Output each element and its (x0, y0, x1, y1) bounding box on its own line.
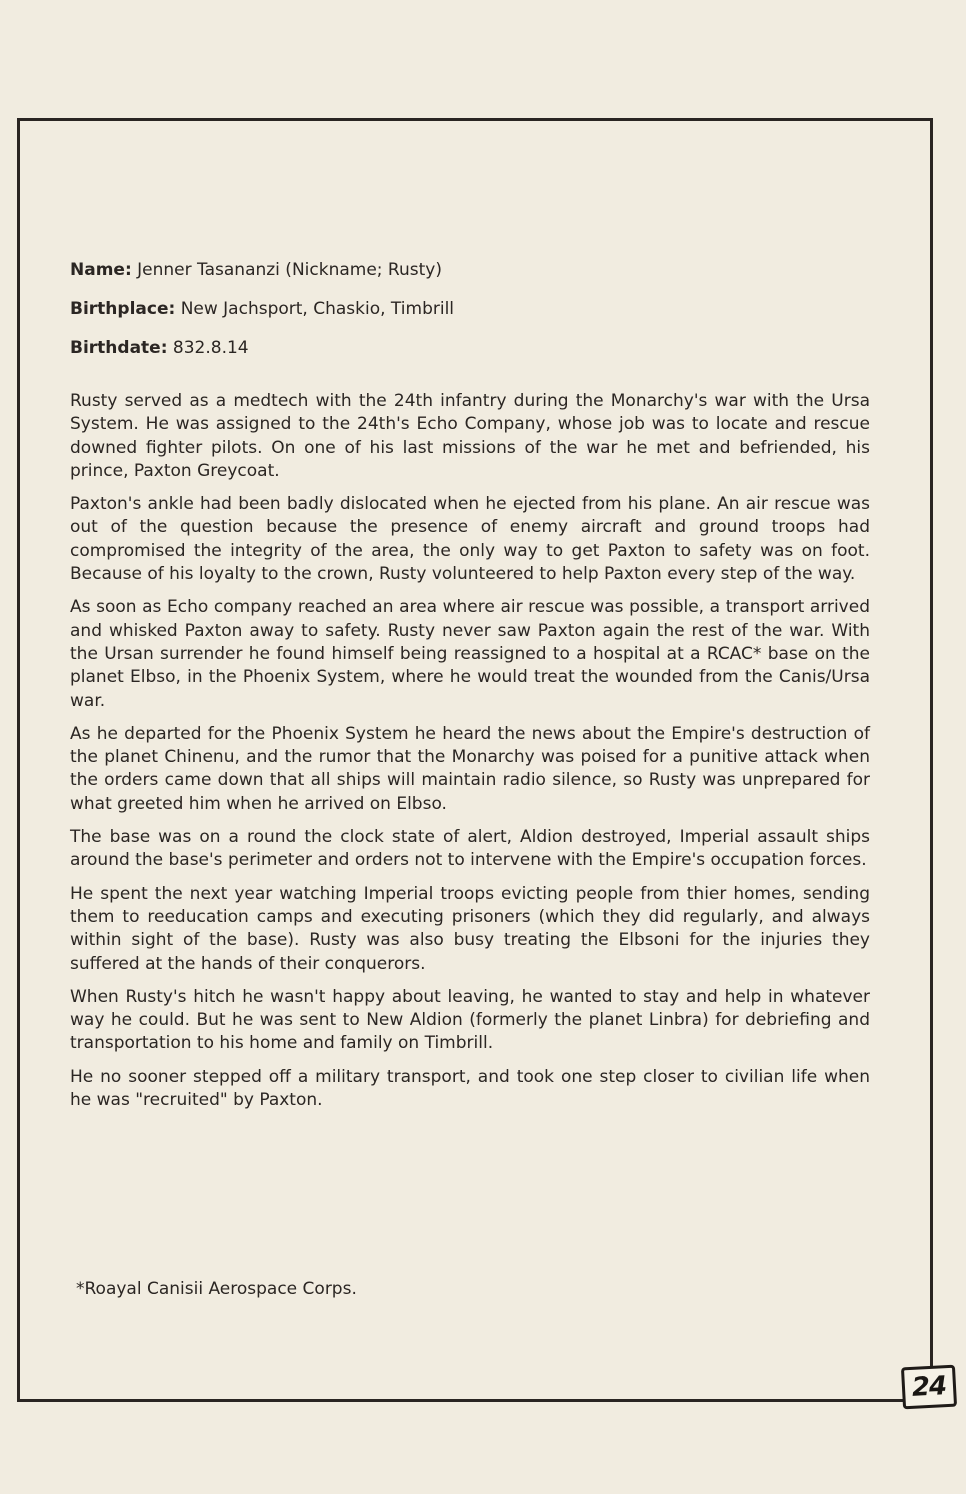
birthdate-value: 832.8.14 (172, 338, 249, 358)
page-number: 24 (901, 1365, 957, 1410)
footnote: *Roayal Canisii Aerospace Corps. (76, 1279, 357, 1299)
birthplace-value: New Jachsport, Chaskio, Timbrill (180, 299, 455, 319)
biography (70, 390, 870, 1112)
birthdate-field (70, 336, 870, 360)
birthplace-label: Birthplace: (70, 299, 176, 319)
bio-paragraph: When Rusty's hitch he wasn't happy about leaving, he wanted to stay and help in whatever way he could. But he was sent to New Aldion (formerly the planet Linbra) for debriefing and transportation to his home and family on Timbrill. (70, 986, 870, 1054)
character-profile (70, 258, 870, 1122)
bio-paragraph: As he departed for the Phoenix System he heard the news about the Empire's destruction of the planet Chinenu, and the rumor that the Monarchy was poised for a punitive attack when the orders came down that all ships will maintain radio silence, so Rusty was unprepared for what greeted him when he arrived on Elbso. (70, 723, 870, 814)
bio-paragraph: Rusty served as a medtech with the 24th infantry during the Monarchy's war with the Ursa System. He was assigned to the 24th's Echo Company, whose job was to locate and rescue downed fighter pilots. On one of his last missions of the war he met and befriended, his prince, Paxton Greycoat. (70, 391, 870, 481)
name-label: Name: (70, 260, 132, 280)
birthplace-field (70, 297, 870, 321)
birthdate-label: Birthdate: (70, 338, 168, 358)
name-field (70, 258, 870, 282)
bio-paragraph: He no sooner stepped off a military transport, and took one step closer to civilian life when he was "recruited" by Paxton. (70, 1066, 870, 1111)
bio-paragraph: He spent the next year watching Imperial troops evicting people from thier homes, sending them to reeducation camps and executing prisoners (which they did regularly, and always within sight of the base). Rusty was also busy treating the Elbsoni for the injuries they suffered at the hands of their conquerors. (70, 883, 870, 974)
bio-paragraph: As soon as Echo company reached an area where air rescue was possible, a transport arrived and whisked Paxton away to safety. Rusty never saw Paxton again the rest of the war. With the Ursan surrender he found himself being reassigned to a hospital at a RCAC* base on the planet Elbso, in the Phoenix System, where he would treat the wounded from the Canis/Ursa war. (70, 597, 870, 711)
name-value: Jenner Tasananzi (Nickname; Rusty) (137, 260, 442, 280)
bio-paragraph: The base was on a round the clock state of alert, Aldion destroyed, Imperial assault ships around the base's perimeter and orders not to intervene with the Empire's occupation forces. (70, 827, 870, 871)
bio-paragraph: Paxton's ankle had been badly dislocated when he ejected from his plane. An air rescue was out of the question because the presence of enemy aircraft and ground troops had compromised the integrity of the area, the only way to get Paxton to safety was on foot. Because of his loyalty to the crown, Rusty volunteered to help Paxton every step of the way. (70, 494, 870, 585)
